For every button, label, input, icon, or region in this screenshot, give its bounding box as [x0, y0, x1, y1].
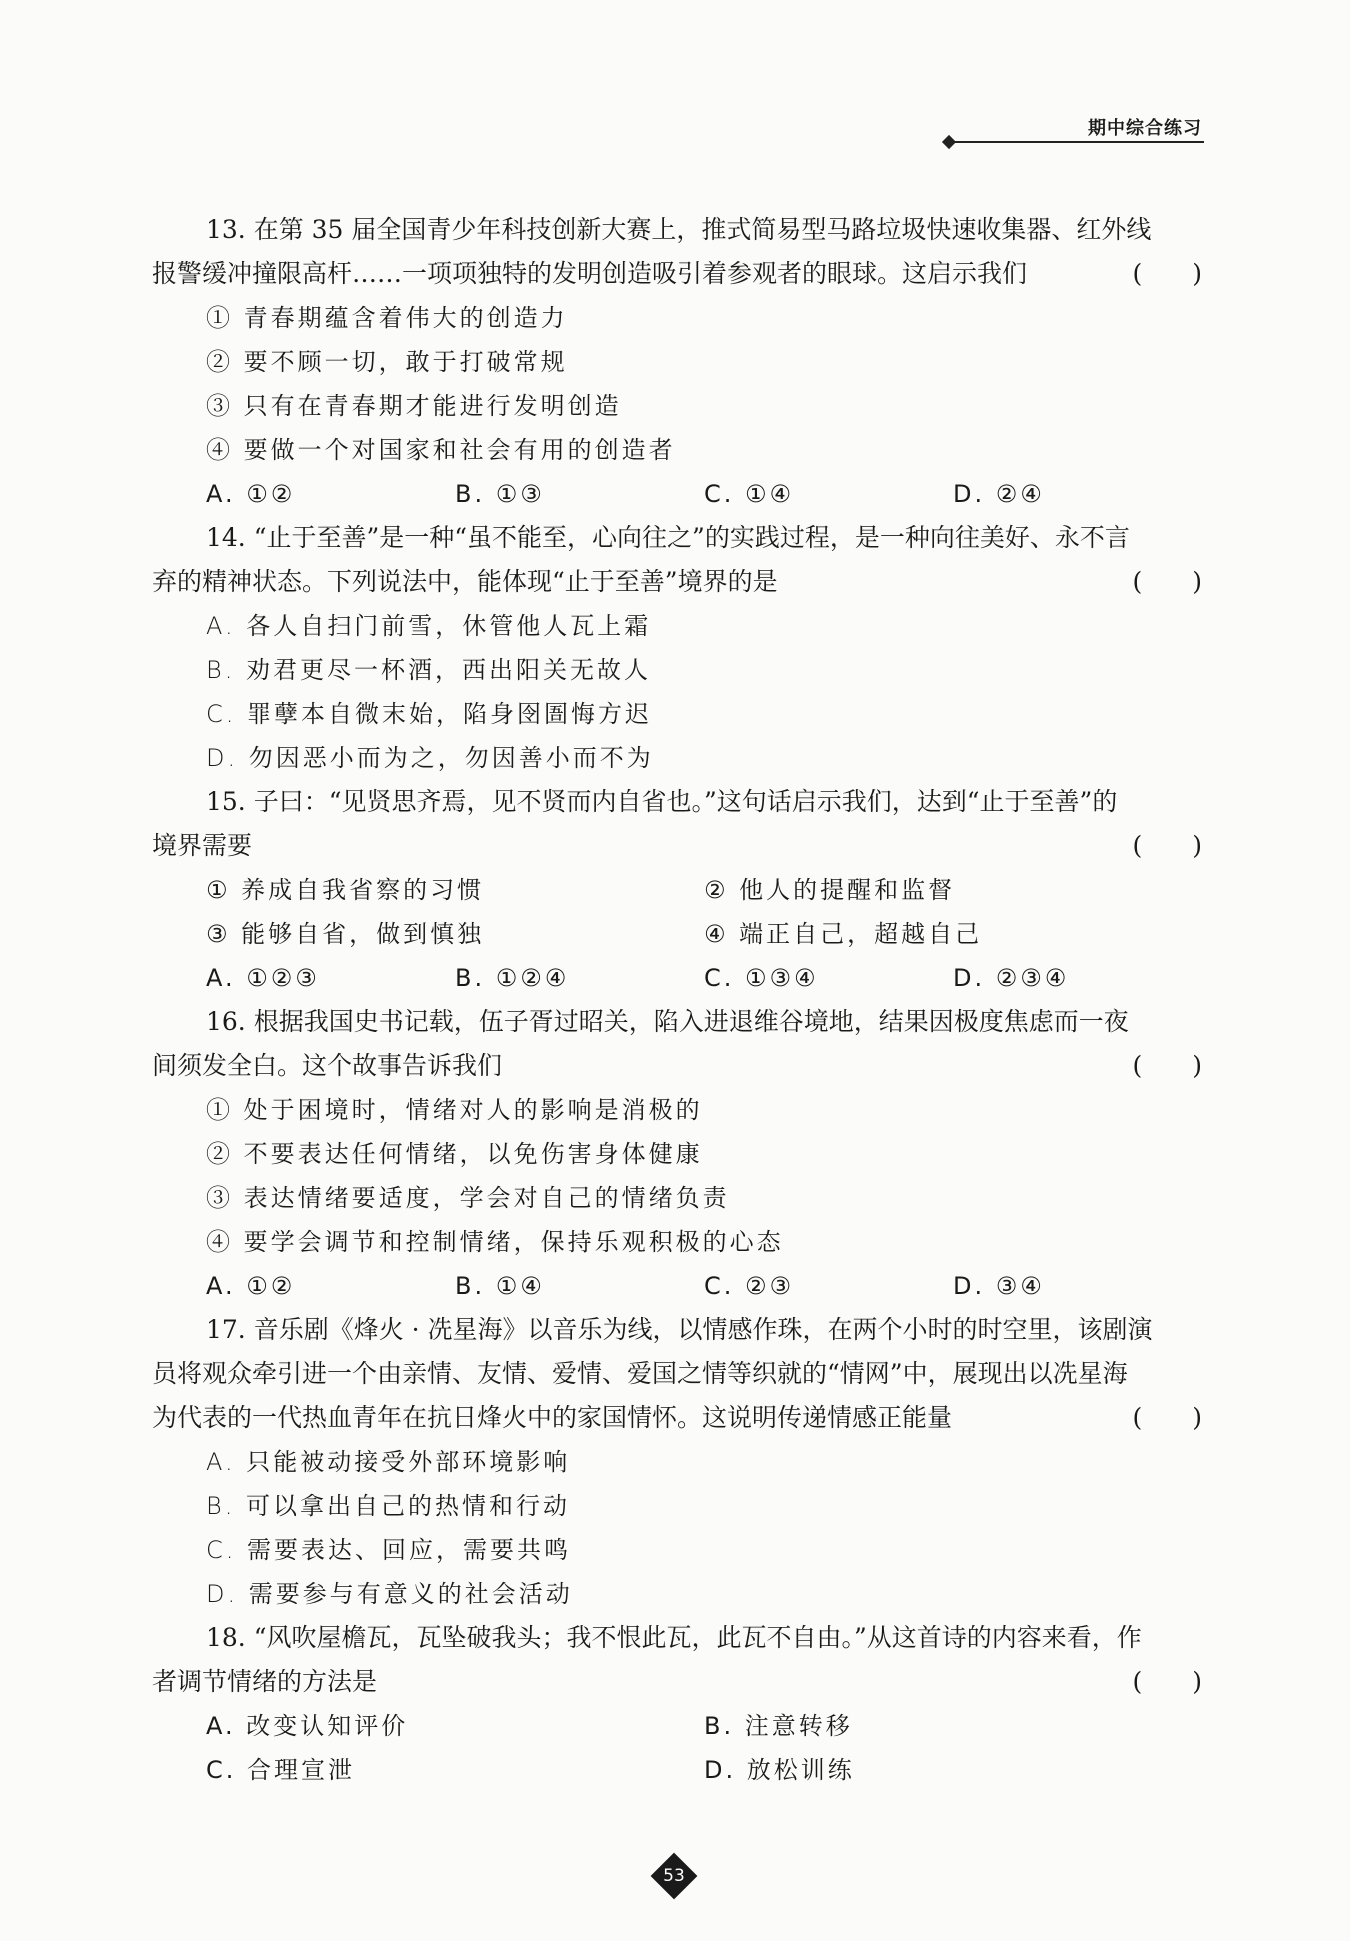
- statement: ③ 表达情绪要适度，学会对自己的情绪负责: [206, 1184, 730, 1212]
- answer-paren: ( ): [1132, 1403, 1202, 1432]
- question-stem: [152, 252, 1202, 296]
- option: D. 勿因恶小而为之，勿因善小而不为: [206, 744, 654, 772]
- question-stem: [152, 208, 1202, 252]
- page-number: 53: [663, 1866, 685, 1886]
- question-stem: [152, 1000, 1202, 1044]
- question-stem: [152, 824, 1202, 868]
- stem-line: 15. 子曰：“见贤思齐焉，见不贤而内自省也。”这句话启示我们，达到“止于至善”的: [206, 787, 1118, 816]
- answer-paren: ( ): [1132, 1051, 1202, 1080]
- question-stem: [152, 1660, 1202, 1704]
- statement: ④ 端正自己，超越自己: [704, 920, 983, 948]
- question-stem: [152, 560, 1202, 604]
- stem-line: 者调节情绪的方法是: [152, 1667, 378, 1696]
- stem-line: 为代表的一代热血青年在抗日烽火中的家国情怀。这说明传递情感正能量: [152, 1403, 953, 1432]
- stem-line: 13. 在第 35 届全国青少年科技创新大赛上，推式简易型马路垃圾快速收集器、红外线: [206, 215, 1152, 244]
- question-13: [152, 208, 1202, 516]
- running-header: [944, 114, 1204, 148]
- stem-line: 17. 音乐剧《烽火 · 冼星海》以音乐为线，以情感作珠，在两个小时的时空里，该剧演: [206, 1315, 1153, 1344]
- option: C. 合理宣泄: [206, 1756, 356, 1784]
- stem-line: 境界需要: [152, 831, 253, 860]
- stem-line: 16. 根据我国史书记载，伍子胥过昭关，陷入进退维谷境地，结果因极度焦虑而一夜: [206, 1007, 1129, 1036]
- option: A. 各人自扫门前雪，休管他人瓦上霜: [206, 612, 652, 640]
- statement: ④ 要学会调节和控制情绪，保持乐观积极的心态: [206, 1228, 784, 1256]
- option: B. ①④: [455, 1272, 545, 1300]
- statement: ③ 能够自省，做到慎独: [206, 920, 485, 948]
- options-row: [152, 1748, 1202, 1792]
- questions-area: [152, 208, 1202, 1792]
- option: A. ①②③: [206, 964, 320, 992]
- option: C. ①③④: [704, 964, 819, 992]
- question-stem: [152, 1044, 1202, 1088]
- statement: ① 青春期蕴含着伟大的创造力: [206, 304, 568, 332]
- options-row: [152, 1264, 1202, 1308]
- option: C. 需要表达、回应，需要共鸣: [206, 1536, 572, 1564]
- option: B. 劝君更尽一杯酒，西出阳关无故人: [206, 656, 651, 684]
- option: A. 只能被动接受外部环境影响: [206, 1448, 571, 1476]
- question-16: [152, 1000, 1202, 1308]
- option: C. 罪孽本自微末始，陷身囹圄悔方迟: [206, 700, 653, 728]
- header-rule: [954, 141, 1204, 143]
- option: C. ①④: [704, 480, 795, 508]
- stem-line: 18. “风吹屋檐瓦，瓦坠破我头；我不恨此瓦，此瓦不自由。”从这首诗的内容来看，作: [206, 1623, 1142, 1652]
- stem-line: 报警缓冲撞限高杆……一项项独特的发明创造吸引着参观者的眼球。这启示我们: [152, 259, 1028, 288]
- option: D. ③④: [953, 1272, 1045, 1300]
- answer-paren: ( ): [1132, 831, 1202, 860]
- option: A. 改变认知评价: [206, 1712, 409, 1740]
- options-row: [152, 472, 1202, 516]
- option: D. ②③④: [953, 964, 1070, 992]
- question-15: [152, 780, 1202, 1000]
- question-stem: [152, 1308, 1202, 1352]
- statement: ④ 要做一个对国家和社会有用的创造者: [206, 436, 676, 464]
- question-stem: [152, 1352, 1202, 1396]
- statement: ② 要不顾一切，敢于打破常规: [206, 348, 568, 376]
- statement: ② 不要表达任何情绪，以免伤害身体健康: [206, 1140, 703, 1168]
- answer-paren: ( ): [1132, 567, 1202, 596]
- option: C. ②③: [704, 1272, 795, 1300]
- option: D. 放松训练: [704, 1756, 855, 1784]
- option: A. ①②: [206, 480, 296, 508]
- answer-paren: ( ): [1132, 1667, 1202, 1696]
- statement: ② 他人的提醒和监督: [704, 876, 956, 904]
- stem-line: 14. “止于至善”是一种“虽不能至，心向往之”的实践过程，是一种向往美好、永不言: [206, 523, 1130, 552]
- options-row: [152, 1704, 1202, 1748]
- question-stem: [152, 516, 1202, 560]
- answer-paren: ( ): [1132, 259, 1202, 288]
- stem-line: 弃的精神状态。下列说法中，能体现“止于至善”境界的是: [152, 567, 778, 596]
- question-stem: [152, 1616, 1202, 1660]
- page-number-badge: [651, 1853, 697, 1899]
- question-stem: [152, 780, 1202, 824]
- statement: ① 养成自我省察的习惯: [206, 876, 485, 904]
- statement: ① 处于困境时，情绪对人的影响是消极的: [206, 1096, 703, 1124]
- question-18: [152, 1616, 1202, 1792]
- option: B. ①②④: [455, 964, 570, 992]
- option: A. ①②: [206, 1272, 296, 1300]
- option: D. ②④: [953, 480, 1045, 508]
- option: D. 需要参与有意义的社会活动: [206, 1580, 573, 1608]
- option: B. 可以拿出自己的热情和行动: [206, 1492, 570, 1520]
- option: B. ①③: [455, 480, 545, 508]
- statements-row: [152, 868, 1202, 912]
- question-17: [152, 1308, 1202, 1616]
- stem-line: 间须发全白。这个故事告诉我们: [152, 1051, 503, 1080]
- stem-line: 员将观众牵引进一个由亲情、友情、爱情、爱国之情等织就的“情网”中，展现出以冼星海: [152, 1359, 1128, 1388]
- option: B. 注意转移: [704, 1712, 853, 1740]
- question-stem: [152, 1396, 1202, 1440]
- options-row: [152, 956, 1202, 1000]
- statement: ③ 只有在青春期才能进行发明创造: [206, 392, 622, 420]
- statements-row: [152, 912, 1202, 956]
- question-14: [152, 516, 1202, 780]
- header-title: 期中综合练习: [1088, 118, 1202, 139]
